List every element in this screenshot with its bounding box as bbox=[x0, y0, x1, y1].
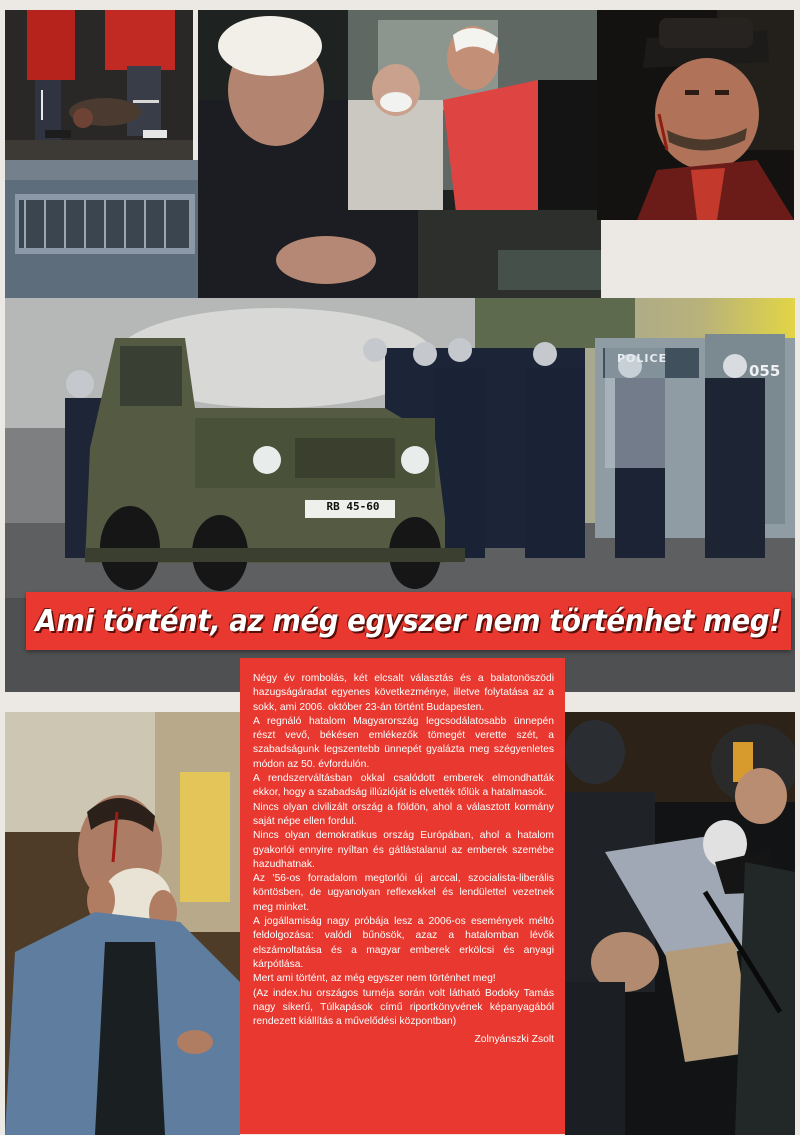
article-paragraph: (Az index.hu országos turnéja során volt látható Bodoky Tamás nagy sikerű, Túlkapások című riportkönyvének képanyagából rendezett kiállítás a művelődési központban) bbox=[253, 987, 554, 1028]
article-paragraph: A rendszerváltásban okkal csalódott emberek elmondhatták ekkor, hogy a szabadság illúzióját is elvették tőlük a hatalmasok. bbox=[253, 773, 554, 799]
article-paragraph: Mert ami történt, az még egyszer nem történhet meg! bbox=[253, 973, 496, 985]
license-plate: RB 45-60 bbox=[326, 500, 380, 513]
article-paragraph: Az '56-os forradalom megtorlói új arccal, szocialista-liberális köntösben, de ugyanolyan reflexekkel és lendülettel vezetnek meg minket. bbox=[253, 873, 554, 913]
article-paragraph: Nincs olyan civilizált ország a földön, ahol a választott kormány saját népe ellen fordul. bbox=[253, 801, 554, 827]
photo-police-arrest bbox=[565, 712, 795, 1135]
article-paragraph: A jogállamiság nagy próbája lesz a 2006-os események méltó feldolgozása: valódi bűnösök, azaz a hatalomban lévők elszámoltatása és a magyar emberek erkölcsi és anyagi kárpótlása. bbox=[253, 916, 554, 970]
article-text-box bbox=[240, 658, 565, 1134]
article-paragraph: Négy év rombolás, két elcsalt választás és a balatonöszödi hazugságáradat egyenes következménye, illetve folytatása az a sokk, ami 2006. október 23-án történt Budapesten. bbox=[253, 673, 554, 713]
photo-bandaged-man bbox=[198, 10, 601, 308]
headline-banner bbox=[26, 592, 791, 650]
headline-text: Ami történt, az még egyszer nem történhet meg! bbox=[35, 603, 782, 639]
police-shield-lettering: POLICE bbox=[617, 352, 668, 365]
article-author: Zolnyánszki Zsolt bbox=[474, 1034, 554, 1046]
photo-injured-denim-man bbox=[5, 712, 240, 1135]
article-paragraph: Nincs olyan demokratikus ország Európában, ahol a hatalom gyakorlói ennyire nyíltan és gátlástalanul az emberek szemébe hazudhatnak. bbox=[253, 830, 554, 870]
photo-man-with-hat bbox=[597, 10, 794, 220]
truck-number: 055 bbox=[749, 362, 781, 380]
article-paragraph: A regnáló hatalom Magyarország legcsodálatosabb ünnepén részt vevő, békésen emlékezők tömegét verette szét, a szabadságunk legszentebb ünnepét gyalázta meg szégyenletes módon az 50. évfordulón. bbox=[253, 715, 554, 770]
